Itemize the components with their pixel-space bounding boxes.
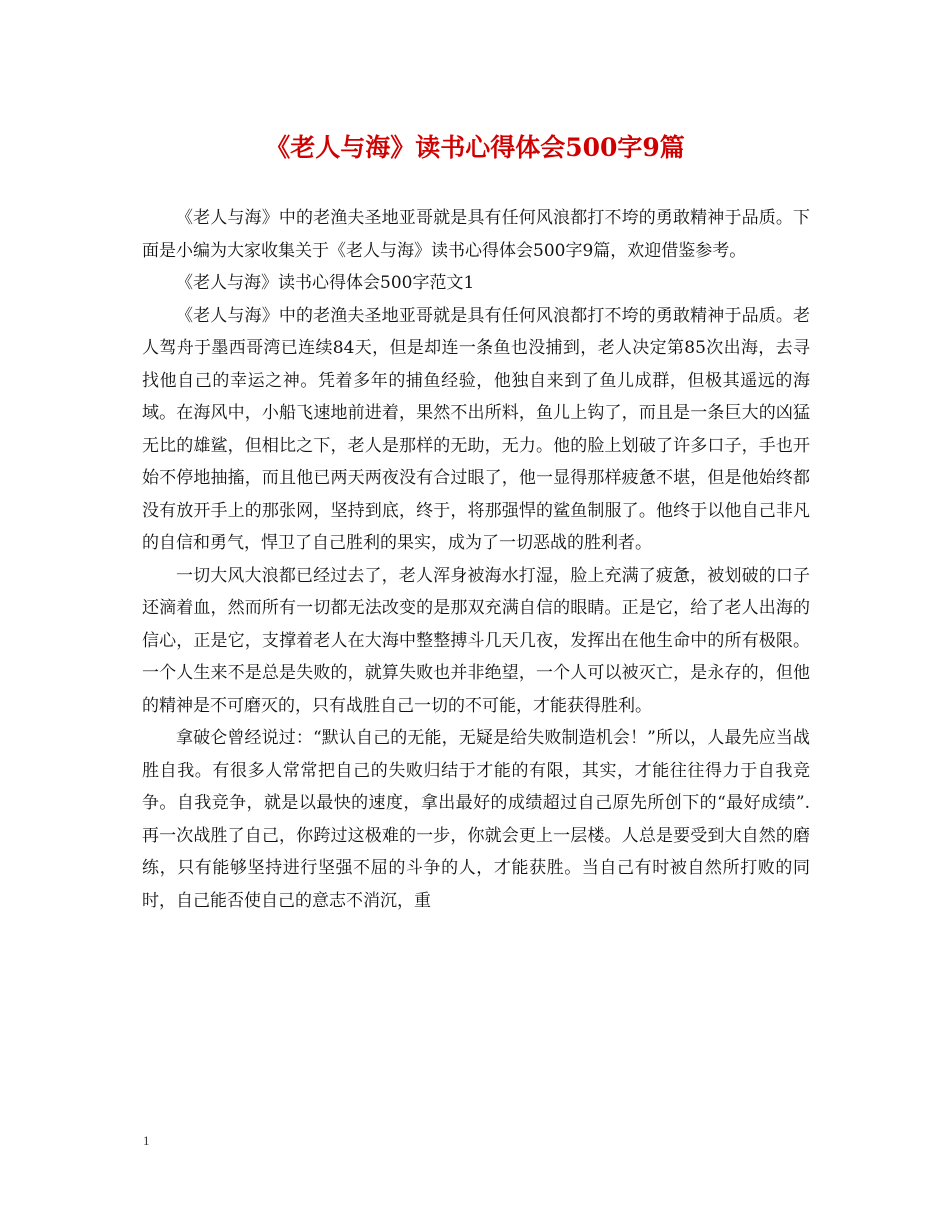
intro-paragraph: 《老人与海》中的老渔夫圣地亚哥就是具有任何风浪都打不垮的勇敢精神于品质。下面是小编为大家收集关于《老人与海》读书心得体会500字9篇，欢迎借鉴参考。	[142, 208, 810, 261]
document-title: 《老人与海》读书心得体会500字9篇	[265, 133, 685, 162]
body-paragraph: 《老人与海》中的老渔夫圣地亚哥就是具有任何风浪都打不垮的勇敢精神于品质。老人驾舟于墨西哥湾已连续84天，但是却连一条鱼也没捕到，老人决定第85次出海，去寻找他自己的幸运之神。凭着多年的捕鱼经验，他独自来到了鱼儿成群，但极其遥远的海域。在海风中，小船飞速地前进着，果然不出所料，鱼儿上钩了，而且是一条巨大的凶猛无比的雄鲨，但相比之下，老人是那样的无助，无力。他的脸上划破了许多口子，手也开始不停地抽搐，而且他已两天两夜没有合过眼了，他一显得那样疲惫不堪，但是他始终都没有放开手上的那张网，坚持到底，终于，将那强悍的鲨鱼制服了。他终于以他自己非凡的自信和勇气，悍卫了自己胜利的果实，成为了一切恶战的胜利者。	[142, 305, 810, 553]
body-paragraph: 一切大风大浪都已经过去了，老人浑身被海水打湿，脸上充满了疲惫，被划破的口子还滴着血，然而所有一切都无法改变的是那双充满自信的眼睛。正是它，给了老人出海的信心，正是它，支撑着老人在大海中整整搏斗几天几夜，发挥出在他生命中的所有极限。一个人生来不是总是失败的，就算失败也并非绝望，一个人可以被灭亡，是永存的，但他的精神是不可磨灭的，只有战胜自己一切的不可能，才能获得胜利。	[142, 565, 810, 716]
body-paragraph: 拿破仑曾经说过：“默认自己的无能，无疑是给失败制造机会！”所以，人最先应当战胜自我。有很多人常常把自己的失败归结于才能的有限，其实，才能往往得力于自我竞争。自我竞争，就是以最快的速度，拿出最好的成绩超过自己原先所创下的“最好成绩”.再一次战胜了自己，你跨过这极难的一步，你就会更上一层楼。人总是要受到大自然的磨练，只有能够坚持进行坚强不屈的斗争的人，才能获胜。当自己有时被自然所打败的同时，自己能否使自己的意志不消沉，重	[142, 728, 810, 911]
section-heading: 《老人与海》读书心得体会500字范文1	[176, 273, 475, 293]
document-body	[142, 202, 810, 917]
page-number: 1	[143, 1133, 150, 1148]
